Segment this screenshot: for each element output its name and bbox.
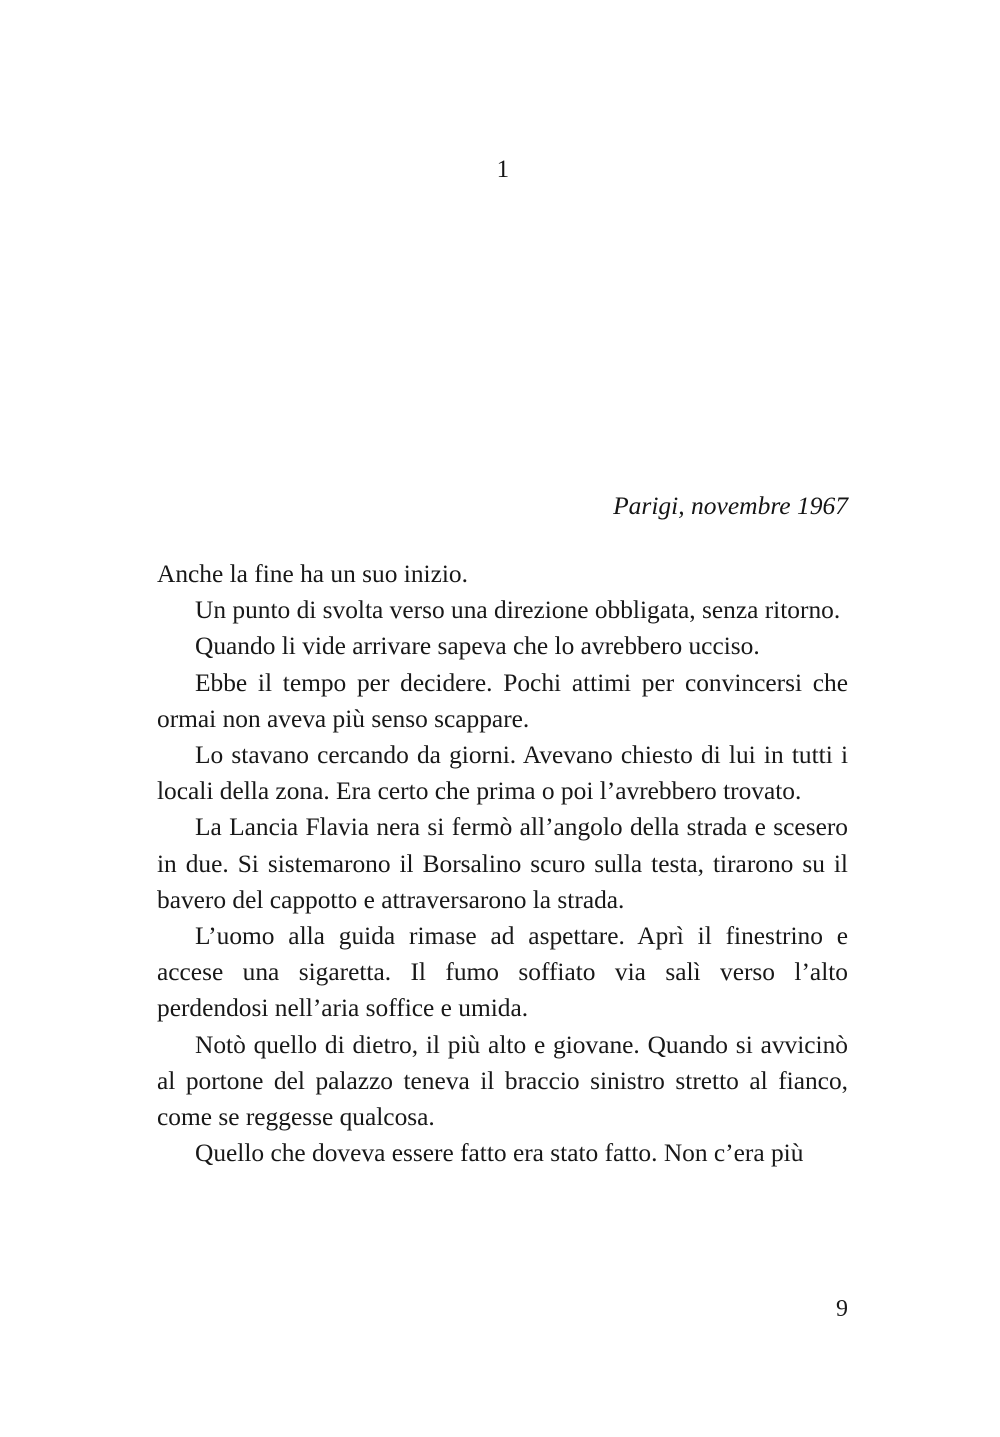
paragraph: Quando li vide arrivare sapeva che lo avrebbero ucciso.	[195, 632, 760, 661]
page-number: 9	[836, 1296, 848, 1322]
paragraph: Notò quello di dietro, il più alto e giovane. Quando si avvicinò al portone del palazzo teneva il braccio sinistro stretto al fianco, come se reggesse qualcosa.	[157, 1030, 848, 1132]
paragraph: Quello che doveva essere fatto era stato fatto. Non c’era più	[195, 1139, 804, 1168]
paragraph: Lo stavano cercando da giorni. Avevano chiesto di lui in tutti i locali della zona. Era certo che prima o poi l’avrebbero trovato.	[157, 741, 848, 806]
chapter-number: 1	[496, 156, 510, 183]
paragraph: Ebbe il tempo per decidere. Pochi attimi per convincersi che ormai non aveva più senso scappare.	[157, 668, 848, 733]
paragraph: La Lancia Flavia nera si fermò all’angolo della strada e scesero in due. Si sistemarono il Borsalino scuro sulla testa, tirarono su il bavero del cappotto e attraversarono la strada.	[157, 813, 848, 914]
paragraph: Un punto di svolta verso una direzione obbligata, senza ritorno.	[195, 596, 841, 625]
paragraph: L’uomo alla guida rimase ad aspettare. Aprì il finestrino e accese una sigaretta. Il fumo soffiato via salì verso l’alto perdendosi nell’aria soffice e umida.	[157, 922, 848, 1023]
dateline: Parigi, novembre 1967	[613, 491, 848, 520]
paragraph: Anche la fine ha un suo inizio.	[157, 560, 468, 588]
body-text	[157, 556, 848, 1171]
